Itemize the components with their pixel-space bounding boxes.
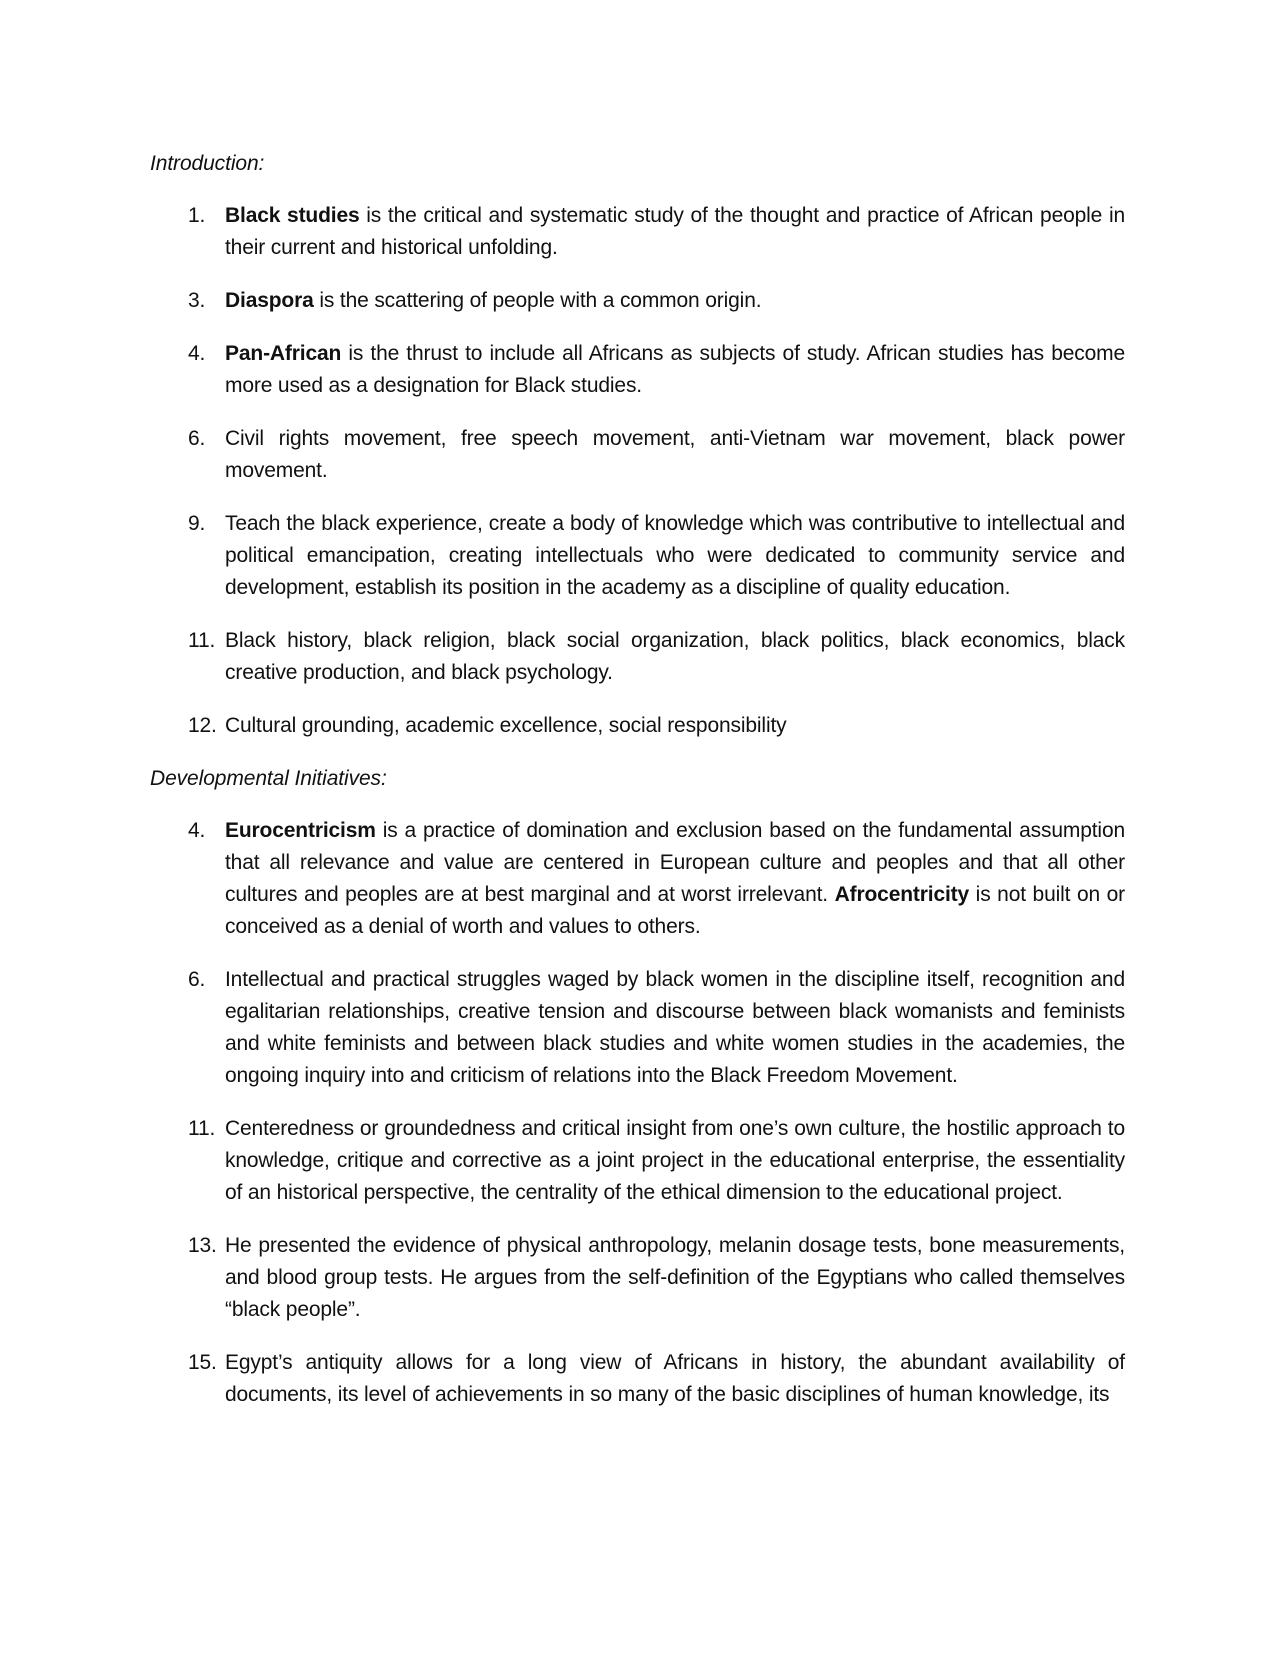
item-term: Eurocentricism bbox=[225, 819, 376, 842]
item-body: is a practice of domination and exclusion based on the fundamental assumption that all relevance and value are centered in European culture and peoples and that all other cultures and peoples are at best marginal and at worst irrelevant. bbox=[225, 819, 1125, 906]
item-number: 13. bbox=[188, 1234, 217, 1257]
item-body: Civil rights movement, free speech movement, anti-Vietnam war movement, black power movement. bbox=[225, 427, 1125, 482]
item-text bbox=[225, 342, 1125, 397]
item-body: Centeredness or groundedness and critical insight from one’s own culture, the hostilic approach to knowledge, critique and corrective as a joint project in the educational enterprise, the essentiality of an historical perspective, the centrality of the ethical dimension to the educational project. bbox=[225, 1117, 1125, 1204]
item-text bbox=[225, 629, 1125, 684]
item-number: 3. bbox=[188, 289, 206, 312]
list-item bbox=[150, 1113, 1125, 1209]
list-item bbox=[150, 815, 1125, 943]
item-number: 6. bbox=[188, 968, 206, 991]
item-number: 11. bbox=[188, 629, 216, 652]
list-item bbox=[150, 200, 1125, 264]
item-term-secondary: Afrocentricity bbox=[834, 883, 970, 906]
item-number: 9. bbox=[188, 512, 206, 535]
item-body: is the critical and systematic study of the thought and practice of African people in their current and historical unfolding. bbox=[225, 204, 1125, 259]
item-text bbox=[225, 1117, 1125, 1204]
item-number: 1. bbox=[188, 204, 206, 227]
section-heading-developmental-initiatives: Developmental Initiatives: bbox=[150, 767, 387, 790]
item-body: Cultural grounding, academic excellence, social responsibility bbox=[225, 714, 787, 737]
item-number: 4. bbox=[188, 342, 206, 365]
item-number: 15. bbox=[188, 1351, 217, 1374]
item-number: 6. bbox=[188, 427, 206, 450]
list-item bbox=[150, 423, 1125, 487]
introduction-list bbox=[150, 200, 1125, 742]
item-text bbox=[225, 204, 1125, 259]
item-text bbox=[225, 512, 1125, 599]
list-item bbox=[150, 964, 1125, 1092]
item-body: Teach the black experience, create a body of knowledge which was contributive to intellectual and political emancipation, creating intellectuals who were dedicated to community service and development, establish its position in the academy as a discipline of quality education. bbox=[225, 512, 1125, 599]
list-item bbox=[150, 710, 1125, 742]
item-text bbox=[225, 1351, 1125, 1406]
item-text bbox=[225, 289, 761, 312]
item-body: Black history, black religion, black social organization, black politics, black economics, black creative production, and black psychology. bbox=[225, 629, 1125, 684]
item-text bbox=[225, 819, 1125, 938]
item-body: He presented the evidence of physical anthropology, melanin dosage tests, bone measurements, and blood group tests. He argues from the self-definition of the Egyptians who called themselves “black people”. bbox=[225, 1234, 1125, 1321]
item-body-secondary: is not built on or conceived as a denial of worth and values to others. bbox=[225, 883, 1125, 938]
item-text bbox=[225, 1234, 1125, 1321]
list-item bbox=[150, 1347, 1125, 1411]
item-term: Diaspora bbox=[225, 289, 314, 312]
item-term: Black studies bbox=[225, 204, 360, 227]
list-item bbox=[150, 508, 1125, 604]
item-number: 4. bbox=[188, 819, 206, 842]
section-heading-introduction: Introduction: bbox=[150, 152, 265, 175]
item-body: Intellectual and practical struggles waged by black women in the discipline itself, recognition and egalitarian relationships, creative tension and discourse between black womanists and feminists and white feminists and between black studies and white women studies in the academies, the ongoing inquiry into and criticism of relations into the Black Freedom Movement. bbox=[225, 968, 1125, 1087]
list-item bbox=[150, 625, 1125, 689]
item-text bbox=[225, 714, 787, 737]
item-number: 12. bbox=[188, 714, 217, 737]
document-content bbox=[150, 148, 1125, 1432]
list-item bbox=[150, 338, 1125, 402]
item-body: Egypt’s antiquity allows for a long view of Africans in history, the abundant availability of documents, its level of achievements in so many of the basic disciplines of human knowledge, its bbox=[225, 1351, 1125, 1406]
item-body: is the scattering of people with a common origin. bbox=[313, 289, 762, 312]
item-body: is the thrust to include all Africans as subjects of study. African studies has become more used as a designation for Black studies. bbox=[225, 342, 1125, 397]
list-item bbox=[150, 1230, 1125, 1326]
item-number: 11. bbox=[188, 1117, 216, 1140]
list-item bbox=[150, 285, 1125, 317]
item-text bbox=[225, 427, 1125, 482]
item-text bbox=[225, 968, 1125, 1087]
developmental-initiatives-list bbox=[150, 815, 1125, 1411]
item-term: Pan-African bbox=[225, 342, 342, 365]
